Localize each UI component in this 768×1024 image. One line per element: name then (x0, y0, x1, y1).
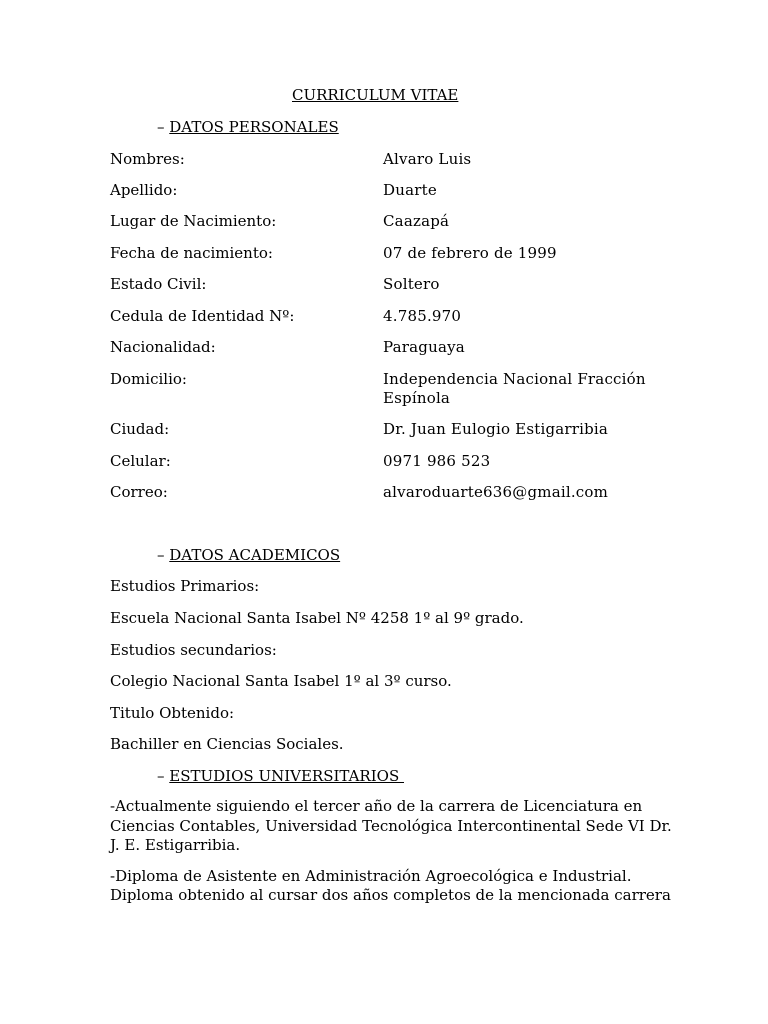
value-apellido: Duarte (383, 181, 437, 199)
label-fecha-nacimiento: Fecha de nacimiento: (110, 244, 273, 262)
value-nombres: Alvaro Luis (383, 150, 472, 168)
value-ciudad: Dr. Juan Eulogio Estigarribia (383, 420, 609, 438)
label-correo: Correo: (110, 483, 168, 501)
label-titulo-obtenido: Titulo Obtenido: (110, 704, 235, 722)
section-university-title: ESTUDIOS UNIVERSITARIOS (169, 767, 404, 785)
value-cedula: 4.785.970 (383, 307, 462, 325)
label-estudios-primarios: Estudios Primarios: (110, 577, 260, 595)
label-nacionalidad: Nacionalidad: (110, 338, 216, 356)
label-lugar-nacimiento: Lugar de Nacimiento: (110, 212, 277, 230)
value-estudios-secundarios: Colegio Nacional Santa Isabel 1º al 3º curso. (110, 672, 452, 690)
section-university-heading (157, 767, 404, 786)
university-item-1-line-2: Ciencias Contables, Universidad Tecnológica Intercontinental Sede VI Dr. (110, 817, 672, 835)
value-celular: 0971 986 523 (383, 452, 491, 470)
value-correo: alvaroduarte636@gmail.com (383, 483, 609, 501)
value-fecha-nacimiento: 07 de febrero de 1999 (383, 244, 557, 262)
label-nombres: Nombres: (110, 150, 185, 168)
value-estudios-primarios: Escuela Nacional Santa Isabel Nº 4258 1º al 9º grado. (110, 609, 524, 627)
section-academic-heading (157, 546, 340, 565)
label-celular: Celular: (110, 452, 171, 470)
university-item-2-line-2: Diploma obtenido al cursar dos años completos de la mencionada carrera (110, 886, 671, 904)
value-lugar-nacimiento: Caazapá (383, 212, 450, 230)
section-personal-heading (157, 118, 339, 137)
section-personal-title: DATOS PERSONALES (169, 118, 339, 136)
label-apellido: Apellido: (110, 181, 178, 199)
label-cedula: Cedula de Identidad Nº: (110, 307, 295, 325)
value-domicilio: Independencia Nacional Fracción (383, 370, 646, 388)
university-item-1-line-3: J. E. Estigarribia. (110, 836, 241, 854)
section-dash: – (157, 546, 170, 564)
university-item-1-line-1: -Actualmente siguiendo el tercer año de la carrera de Licenciatura en (110, 797, 643, 815)
label-estado-civil: Estado Civil: (110, 275, 207, 293)
section-dash: – (157, 118, 170, 136)
value-estado-civil: Soltero (383, 275, 440, 293)
section-academic-title: DATOS ACADEMICOS (169, 546, 341, 564)
label-estudios-secundarios: Estudios secundarios: (110, 641, 277, 659)
section-dash: – (157, 767, 170, 785)
value-domicilio-line2: Espínola (383, 389, 451, 407)
value-nacionalidad: Paraguaya (383, 338, 465, 356)
label-domicilio: Domicilio: (110, 370, 187, 388)
value-titulo-obtenido: Bachiller en Ciencias Sociales. (110, 735, 344, 753)
university-item-2-line-1: -Diploma de Asistente en Administración Agroecológica e Industrial. (110, 867, 632, 885)
document-title: CURRICULUM VITAE (292, 86, 459, 104)
label-ciudad: Ciudad: (110, 420, 170, 438)
